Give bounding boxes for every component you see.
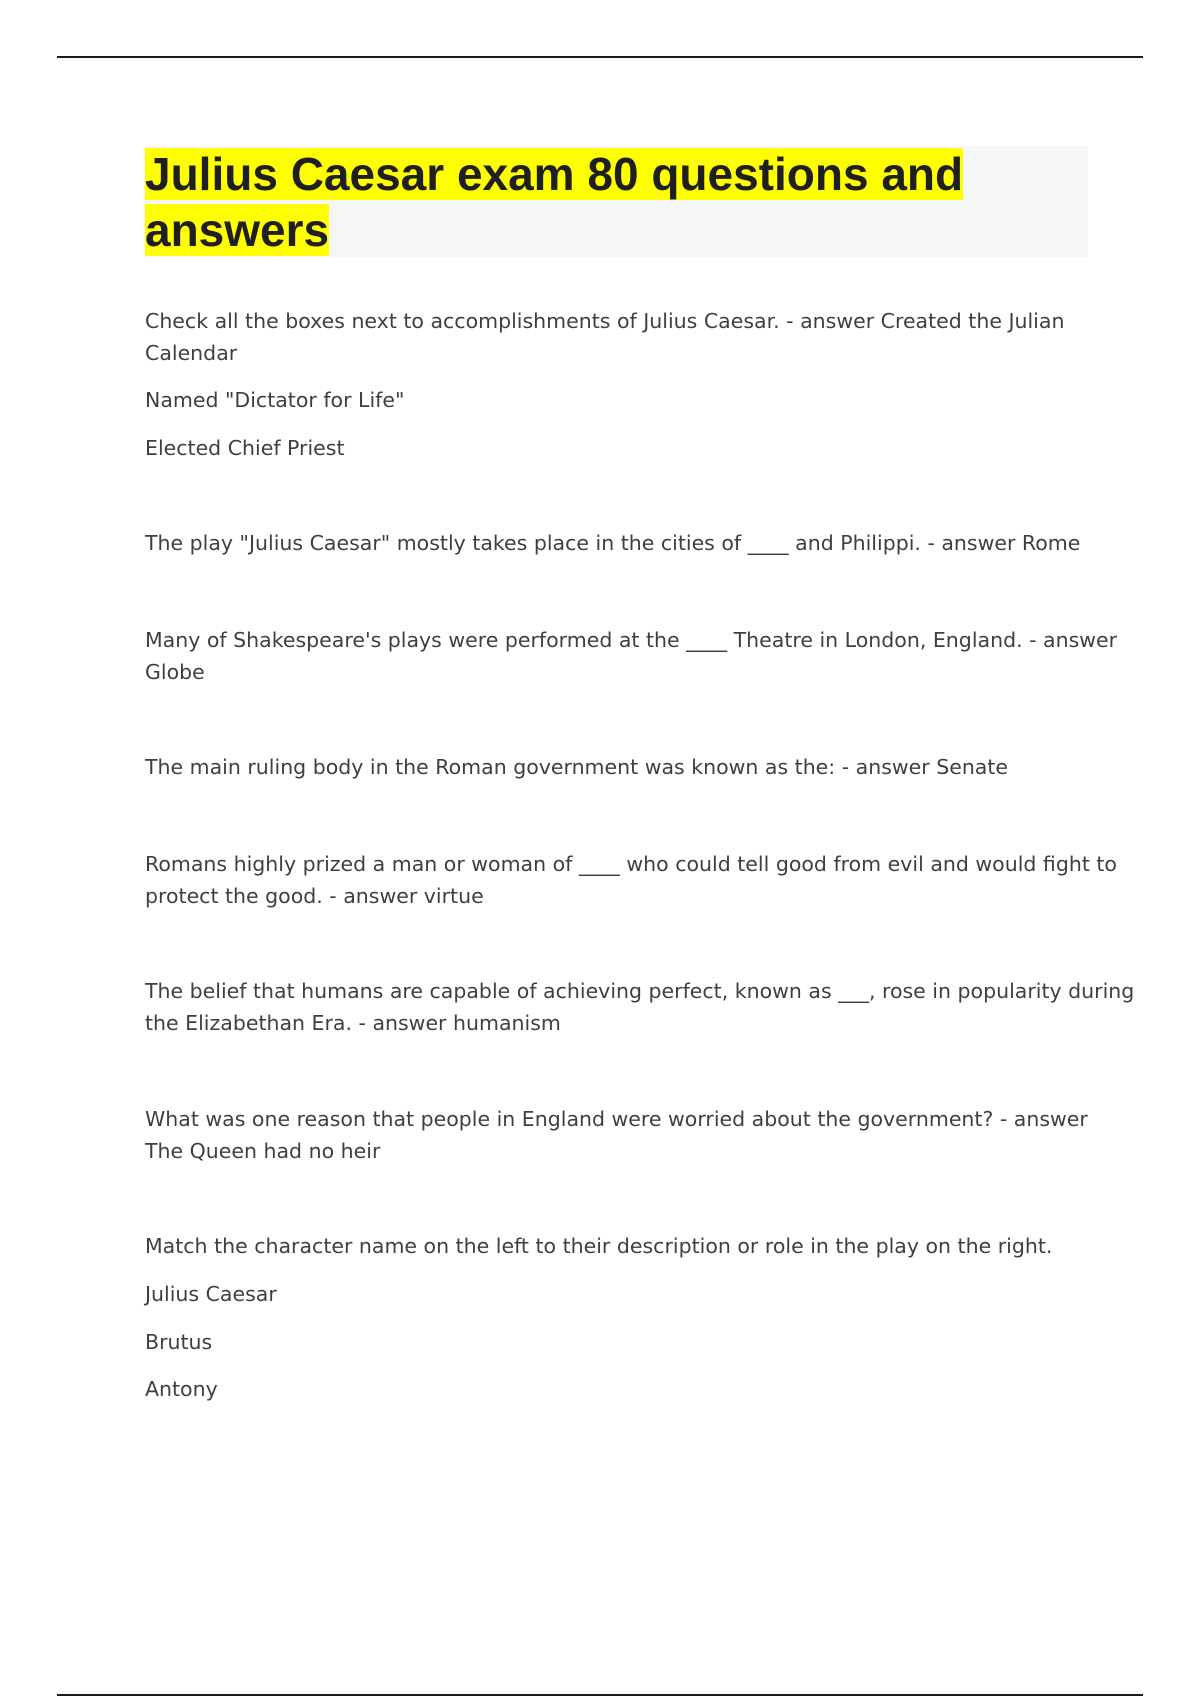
character-name — [145, 1326, 212, 1358]
text-line: Check all the boxes next to accomplishments of Julius Caesar. - answer Created the Julian — [145, 309, 1065, 333]
bottom-rule — [57, 1694, 1143, 1696]
question-7 — [145, 1103, 1088, 1167]
question-2 — [145, 527, 1080, 559]
question-3 — [145, 624, 1117, 688]
document-title-text: Julius Caesar exam 80 questions and answers — [145, 148, 964, 256]
text-line: Match the character name on the left to their description or role in the play on the right. — [145, 1234, 1053, 1258]
question-4 — [145, 751, 1008, 783]
question-1 — [145, 305, 1064, 369]
text-line: Julius Caesar — [145, 1282, 277, 1306]
text-line: Calendar — [145, 341, 238, 365]
text-line: The play "Julius Caesar" mostly takes place in the cities of ____ and Philippi. - answer Rome — [145, 531, 1081, 555]
character-name — [145, 1373, 218, 1405]
text-line: protect the good. - answer virtue — [145, 884, 484, 908]
text-line: Antony — [145, 1377, 218, 1401]
text-line: Romans highly prized a man or woman of ____ who could tell good from evil and would fight to — [145, 852, 1117, 876]
text-line: Elected Chief Priest — [145, 436, 345, 460]
text-line: What was one reason that people in England were worried about the government? - answer — [145, 1107, 1088, 1131]
text-line: Brutus — [145, 1330, 213, 1354]
text-line: the Elizabethan Era. - answer humanism — [145, 1011, 561, 1035]
text-line: Many of Shakespeare's plays were performed at the ____ Theatre in London, England. - answer — [145, 628, 1118, 652]
text-line: The Queen had no heir — [145, 1139, 381, 1163]
title-block — [145, 146, 1088, 257]
question-6 — [145, 975, 1134, 1039]
character-name — [145, 1278, 277, 1310]
answer-option — [145, 432, 345, 464]
text-line: Named "Dictator for Life" — [145, 388, 405, 412]
text-line: The main ruling body in the Roman government was known as the: - answer Senate — [145, 755, 1009, 779]
question-5 — [145, 848, 1117, 912]
top-rule — [57, 56, 1143, 58]
text-line: The belief that humans are capable of achieving perfect, known as ___, rose in popularity during — [145, 979, 1135, 1003]
document-title — [145, 146, 1088, 258]
answer-option — [145, 384, 404, 416]
text-line: Globe — [145, 660, 205, 684]
question-8 — [145, 1230, 1052, 1262]
